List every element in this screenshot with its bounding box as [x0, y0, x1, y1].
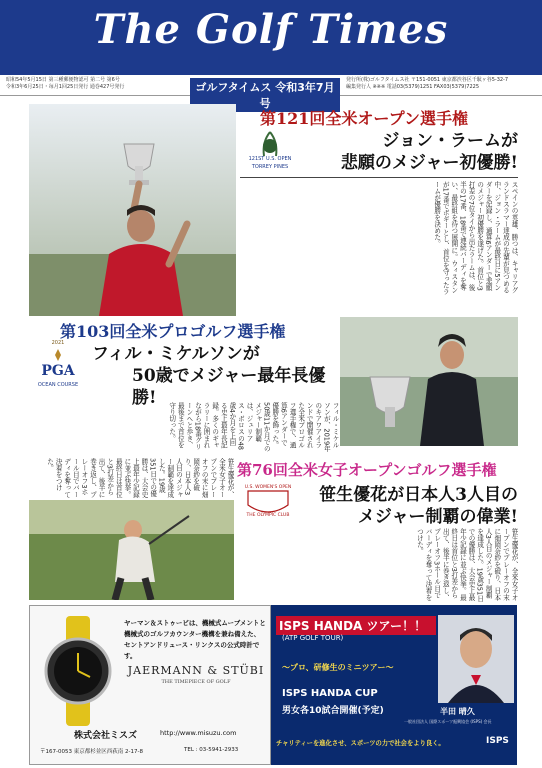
article1-headline: ジョン・ラームが 悲願のメジャー初優勝!: [340, 131, 518, 173]
article3-banner: 第76回全米女子オープンゴルフ選手権: [237, 461, 497, 479]
article2-headline: フィル・ミケルソンが 50歳でメジャー最年長優勝!: [92, 344, 326, 408]
pga-championship-logo: 2021 PGA OCEAN COURSE: [37, 340, 79, 388]
brand-subtitle: THE TIMEPIECE OF GOLF: [161, 679, 231, 685]
company-address: 〒167-0053 東京都杉並区西荻南 2-17-8: [40, 749, 143, 755]
jon-rahm-trophy-photo: [29, 104, 236, 316]
article3-body-right: 笹生優花が、全米女子オープンでプレーオフの末に畑岡奈紗を破り、日本人3人目のメジャー制覇を達成した。19歳351日での優勝は、大会史上最年少記録に並ぶ快挙。最終日は首位と3打差から出て、後半に巻き返し、プレーオフ3ホール目でバーディを奪って決着をつけた。: [415, 528, 518, 602]
company-name: 株式会社ミスズ: [74, 731, 138, 741]
article3-body-left: 笹生優花が、全米女子オープンでプレーオフの末に畑岡奈紗を破り、日本人3人目のメジャー制覇を達成した。19歳351日での優勝は、大会史上最年少記録に並ぶ快挙。最終日は首位と3打差から出て、後半に巻き返し、プレーオフ3ホール目でバーディを奪って決着をつけた。: [45, 458, 234, 498]
cup-name: ISPS HANDA CUP: [282, 688, 378, 699]
edition-label: ゴルフタイムス 令和3年7月号: [190, 78, 340, 112]
person-title: 一般社団法人 国際スポーツ振興協会 (ISPS) 会長: [404, 719, 492, 724]
isps-slogan: チャリティーを進化させ、スポーツの力で社会をより良く。: [276, 740, 445, 747]
article3-headline: 笹生優花が日本人3人目の メジャー制覇の偉業!: [319, 485, 518, 527]
isps-logo: ISPS: [486, 736, 509, 746]
person-name: 半田 晴久: [440, 707, 475, 716]
company-tel: TEL : 03-5941-2933: [184, 747, 239, 753]
article1-banner: 第121回全米オープン選手権: [260, 109, 468, 128]
tour-subtitle: (ATP GOLF TOUR): [282, 634, 344, 642]
us-open-logo: 121ST U.S. OPEN TORREY PINES: [240, 128, 300, 176]
article2-banner: 第103回全米プロゴルフ選手権: [60, 322, 286, 341]
article1-body: スペインの英雄、勝つは、キャリアグランドスラマー達成の先輩が見つめる中、ジョン・ラームが最終日に5アンダーを記録し、通算6アンダーで悲願のメジャー初優勝を遂げた。首位と3打差の7位タイから出たラームは、後半の17番、18番で連続バーディを奪い、最終組を待つ展開に。ウィスタンが17番でボギーとし、首位を守ったラームが優勝を決めた。: [432, 181, 518, 295]
golf-watch-image: [36, 616, 120, 726]
phil-mickelson-trophy-photo: [340, 317, 518, 446]
company-url[interactable]: http://www.misuzu.com: [160, 729, 237, 737]
divider: [240, 177, 518, 178]
us-womens-open-logo: U.S. WOMEN'S OPEN THE OLYMPIC CLUB: [244, 485, 292, 518]
tour-title: ISPS HANDA ツアー！！: [276, 616, 436, 635]
tour-tagline: ～プロ、研修生のミニツアー～: [282, 663, 394, 672]
publication-info-left: 昭和54年5月15日 第三種郵便物認可 第二号 第6号 令和3年6月25日・毎月1回25日発行 通巻427号発行: [6, 77, 125, 90]
brand-name: JAERMANN & STÜBI: [127, 664, 265, 677]
cup-detail: 男女各10試合開催(予定): [282, 706, 384, 716]
newspaper-title: The Golf Times: [93, 6, 449, 53]
article2-body: フィル・ミケルソンが、2019年のキアワアイランドで開催された全米プロゴルフ選手権で、通算6アンダーで優勝を飾った。50歳11か月でのメジャー制覇は、ジュリアス・ボロスの48歳4か月を上回る史上最年長記録。多くのギャラリーに囲まれながら18番グリーンへと歩き、最後まで首位を守り切った。: [167, 402, 339, 452]
handa-portrait: [438, 615, 514, 703]
yuka-saso-swing-photo: [29, 500, 234, 600]
publication-info-right: 発行所(株)ゴルフタイムス社 〒151-0051 東京都渋谷区千駄ヶ谷5-32-7 編集発行人 ※※※ 電話03(5379)1251 FAX03(5379)7225: [346, 77, 509, 90]
ad-copy: ヤーマン＆ストゥービは、機械式ムーブメントと 機械式のゴルフカウンター機構を兼ね備えた、 セントアンドリュース・リンクスの公式時計です。: [124, 619, 266, 660]
